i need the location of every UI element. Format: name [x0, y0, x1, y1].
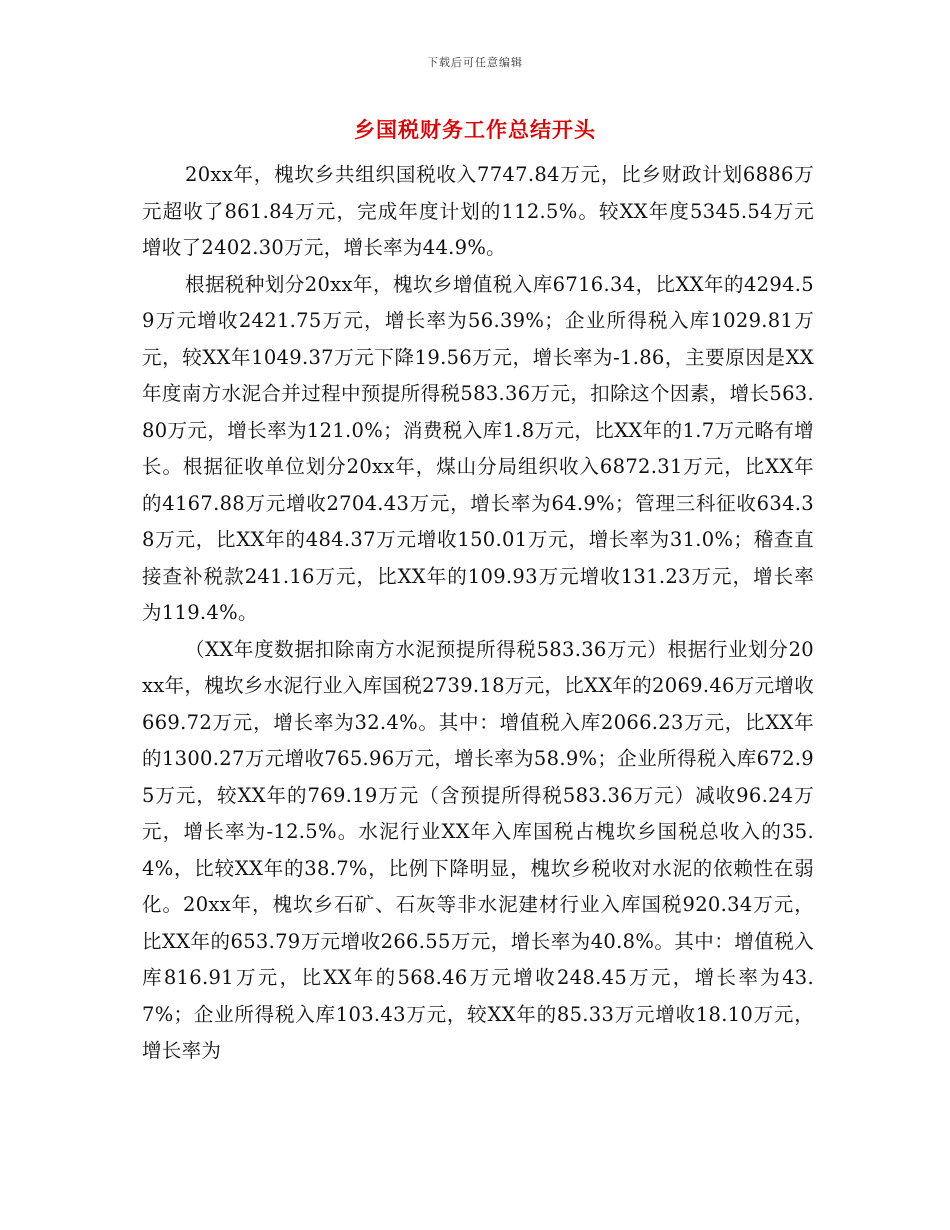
- document-title: 乡国税财务工作总结开头: [354, 118, 596, 142]
- paragraph-1: 20xx年，槐坎乡共组织国税收入7747.84万元，比乡财政计划6886万元超收了861.84万元，完成年度计划的112.5%。较XX年度5345.54万元增收了2402.30万元，增长率为44.9%。: [142, 163, 814, 259]
- header-note: 下载后可任意编辑: [427, 56, 523, 69]
- document-body: [142, 157, 814, 1070]
- paragraph-2: 根据税种划分20xx年，槐坎乡增值税入库6716.34，比XX年的4294.59万元增收2421.75万元，增长率为56.39%；企业所得税入库1029.81万元，较XX年1049.37万元下降19.56万元，增长率为-1.86，主要原因是XX年度南方水泥合并过程中预提所得税583.36万元，扣除这个因素，增长563.80万元，增长率为121.0%；消费税入库1.8万元，比XX年的1.7万元略有增长。根据征收单位划分20xx年，煤山分局组织收入6872.31万元，比XX年的4167.88万元增收2704.43万元，增长率为64.9%；管理三科征收634.38万元，比XX年的484.37万元增收150.01万元，增长率为31.0%；稽查直接查补税款241.16万元，比XX年的109.93万元增收131.23万元，增长率为119.4%。: [142, 272, 814, 624]
- paragraph-3: （XX年度数据扣除南方水泥预提所得税583.36万元）根据行业划分20xx年，槐坎乡水泥行业入库国税2739.18万元，比XX年的2069.46万元增收669.72万元，增长率为32.4%。其中：增值税入库2066.23万元，比XX年的1300.27万元增收765.96万元，增长率为58.9%；企业所得税入库672.95万元，较XX年的769.19万元（含预提所得税583.36万元）减收96.24万元，增长率为-12.5%。水泥行业XX年入库国税占槐坎乡国税总收入的35.4%，比较XX年的38.7%，比例下降明显，槐坎乡税收对水泥的依赖性在弱化。20xx年，槐坎乡石矿、石灰等非水泥建材行业入库国税920.34万元，比XX年的653.79万元增收266.55万元，增长率为40.8%。其中：增值税入库816.91万元，比XX年的568.46万元增收248.45万元，增长率为43.7%；企业所得税入库103.43万元，较XX年的85.33万元增收18.10万元，增长率为: [142, 637, 814, 1062]
